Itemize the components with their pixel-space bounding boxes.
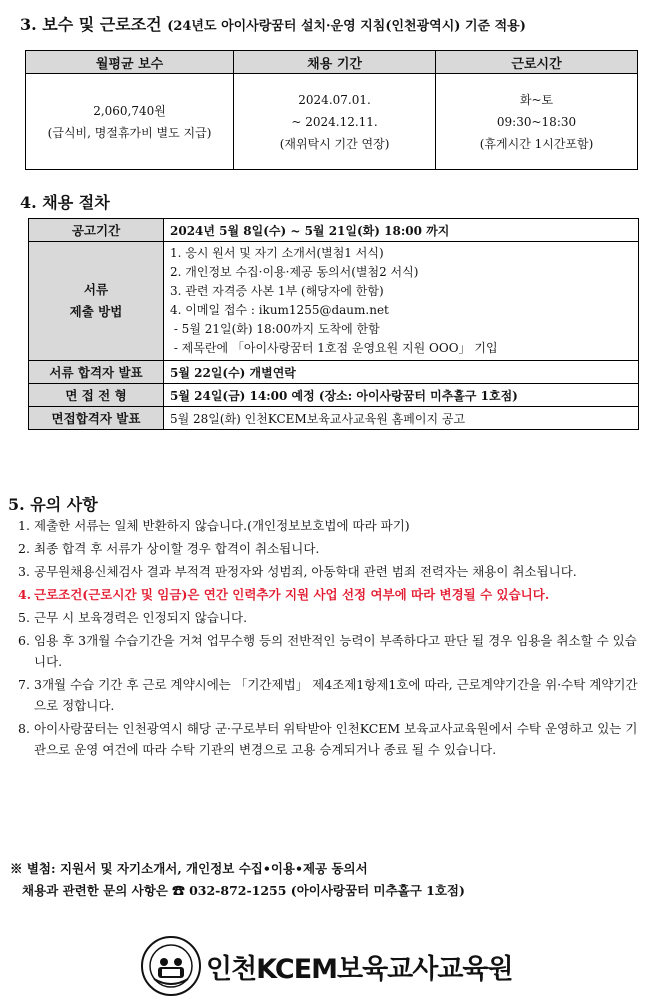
note-num: 3. (18, 564, 30, 579)
pay-conditions-table (25, 50, 638, 170)
note-num: 6. (18, 633, 30, 648)
note-num: 5. (18, 610, 30, 625)
docs-label-line1: 서류 (83, 282, 109, 297)
notice-label: 공고기간 (29, 219, 164, 242)
note-num: 2. (18, 541, 30, 556)
footer-contact: 채용과 관련한 문의 사항은 ☎ 032-872-1255 (아이사랑꿈터 미추홀구 1호점) (22, 883, 465, 898)
period-cell (234, 74, 436, 170)
docs-item: 1. 응시 원서 및 자기 소개서(별첨1 서식) (170, 246, 384, 260)
note-num: 8. (18, 721, 30, 736)
logo-text: 인천KCEM보육교사교육원 (206, 953, 513, 985)
section3-title-text: 3. 보수 및 근로조건 (20, 15, 162, 34)
docs-item: - 제목란에 「아이사랑꿈터 1호점 운영요원 지원 OOO」 기입 (170, 341, 498, 355)
section3-subtitle: (24년도 아이사랑꿈터 설치·운영 지침(인천광역시) 기준 적용) (167, 19, 526, 34)
notice-value: 2024년 5월 8일(수) ~ 5월 21일(화) 18:00 까지 (164, 219, 639, 242)
interview-label: 면 접 전 형 (29, 384, 164, 407)
note-text: 공무원채용신체검사 결과 부적격 판정자와 성범죄, 아동학대 관련 범죄 전력자는 채용이 취소됩니다. (34, 564, 577, 579)
seal-icon (140, 935, 202, 997)
docs-item: 3. 관련 자격증 사본 1부 (해당자에 한함) (170, 284, 384, 298)
final-label: 면접합격자 발표 (29, 407, 164, 430)
header-period: 채용 기간 (234, 51, 436, 74)
note-item (18, 630, 648, 672)
pay-amount: 2,060,740원 (93, 103, 166, 118)
note-text: 근로조건(근로시간 및 임금)은 연간 인력추가 지원 사업 선정 여부에 따라 변경될 수 있습니다. (34, 587, 550, 602)
note-num: 7. (18, 677, 30, 692)
docs-item: 4. 이메일 접수 : ikum1255@daum.net (170, 303, 389, 317)
institution-logo (140, 935, 513, 997)
note-item (18, 515, 648, 536)
footer-notes (10, 858, 465, 902)
section5-title: 5. 유의 사항 (8, 495, 98, 514)
period-note: (재위탁시 기간 연장) (279, 136, 390, 151)
note-item (18, 718, 648, 760)
docs-item: 2. 개인정보 수집·이용·제공 동의서(별첨2 서식) (170, 265, 419, 279)
footer-attachment: ※ 별첨: 지원서 및 자기소개서, 개인정보 수집•이용•제공 동의서 (10, 861, 368, 876)
note-text: 제출한 서류는 일체 반환하지 않습니다.(개인정보보호법에 따라 파기) (34, 518, 410, 533)
note-item-warning (18, 584, 648, 605)
header-hours: 근로시간 (436, 51, 638, 74)
header-pay: 월평균 보수 (26, 51, 234, 74)
note-text: 아이사랑꿈터는 인천광역시 해당 군·구로부터 위탁받아 인천KCEM 보육교사교육원에서 수탁 운영하고 있는 기관으로 운영 여건에 따라 수탁 기관의 변경으로 고용 승계되거나 종료 될 수 있습니다. (34, 721, 638, 757)
hours-cell (436, 74, 638, 170)
work-hours: 09:30~18:30 (496, 114, 577, 129)
note-text: 근무 시 보육경력은 인정되지 않습니다. (34, 610, 248, 625)
section3-title (20, 12, 526, 35)
note-item (18, 561, 648, 582)
final-value: 5월 28일(화) 인천KCEM보육교사교육원 홈페이지 공고 (164, 407, 639, 430)
note-text: 3개월 수습 기간 후 근로 계약시에는 「기간제법」 제4조제1항제1호에 따라, 근로계약기간을 위·수탁 계약기간으로 정합니다. (34, 677, 638, 713)
period-end: ~ 2024.12.11. (291, 114, 378, 129)
note-item (18, 538, 648, 559)
doc-pass-value: 5월 22일(수) 개별연락 (164, 361, 639, 384)
pay-cell (26, 74, 234, 170)
pay-note: (급식비, 명절휴가비 별도 지급) (47, 125, 212, 140)
note-text: 임용 후 3개월 수습기간을 거쳐 업무수행 등의 전반적인 능력이 부족하다고 판단 될 경우 임용을 취소할 수 있습니다. (34, 633, 637, 669)
note-text: 최종 합격 후 서류가 상이할 경우 합격이 취소됩니다. (34, 541, 320, 556)
notes-list (18, 515, 648, 762)
period-start: 2024.07.01. (298, 92, 371, 107)
interview-value: 5월 24일(금) 14:00 예정 (장소: 아이사랑꿈터 미추홀구 1호점) (164, 384, 639, 407)
work-days: 화~토 (519, 92, 554, 107)
docs-list (164, 242, 639, 361)
note-num: 4. (18, 587, 32, 602)
note-item (18, 607, 648, 628)
work-note: (휴게시간 1시간포함) (479, 136, 594, 151)
docs-label-line2: 제출 방법 (69, 304, 123, 319)
recruitment-process-table (28, 218, 639, 430)
doc-pass-label: 서류 합격자 발표 (29, 361, 164, 384)
docs-item: - 5월 21일(화) 18:00까지 도착에 한함 (170, 322, 380, 336)
docs-label (29, 242, 164, 361)
section4-title: 4. 채용 절차 (20, 193, 110, 212)
note-num: 1. (18, 518, 30, 533)
note-item (18, 674, 648, 716)
